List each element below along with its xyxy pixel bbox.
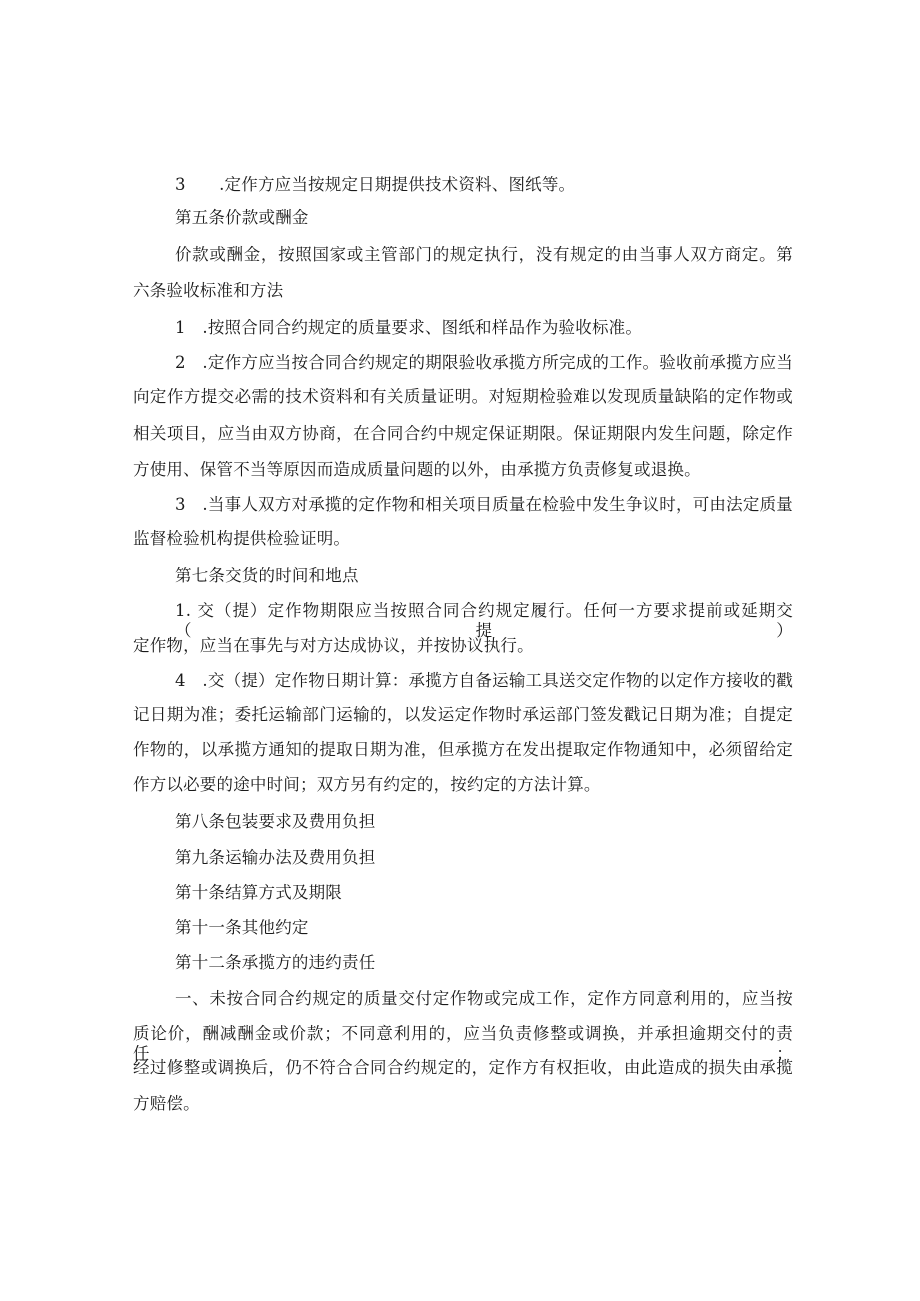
paragraph-line: 方赔偿。 <box>133 1094 200 1113</box>
article-7-heading: 第七条交货的时间和地点 <box>175 566 359 585</box>
paragraph-line: 1. 交（提）定作物期限应当按照合同合约规定履行。任何一方要求提前或延期交（提） <box>175 601 793 640</box>
paragraph-line: 监督检验机构提供检验证明。 <box>133 529 351 548</box>
paragraph-line: 4 .交（提）定作物日期计算：承揽方自备运输工具送交定作物的以定作方接收的戳 <box>175 671 793 690</box>
paragraph-line: 记日期为准；委托运输部门运输的，以发运定作物时承运部门签发戳记日期为准；自提定 <box>133 705 793 724</box>
article-6-heading: 六条验收标准和方法 <box>133 281 284 300</box>
article-8-heading: 第八条包装要求及费用负担 <box>175 812 376 831</box>
clause-item-3-drawings: 3 .定作方应当按规定日期提供技术资料、图纸等。 <box>175 175 576 194</box>
paragraph-line: 相关项目，应当由双方协商，在合同合约中规定保证期限。保证期限内发生问题，除定作 <box>133 424 793 443</box>
paragraph-line: 作物的，以承揽方通知的提取日期为准，但承揽方在发出提取定作物通知中，必须留给定 <box>133 740 793 759</box>
paragraph-line: 定作物，应当在事先与对方达成协议，并按协议执行。 <box>133 636 534 655</box>
article-12-heading: 第十二条承揽方的违约责任 <box>175 953 376 972</box>
article-5-heading: 第五条价款或酬金 <box>175 208 309 227</box>
article-10-heading: 第十条结算方式及期限 <box>175 883 342 902</box>
paragraph-line: 2 .定作方应当按合同合约规定的期限验收承揽方所完成的工作。验收前承揽方应当 <box>175 353 793 372</box>
paragraph-line: 向定作方提交必需的技术资料和有关质量证明。对短期检验难以发现质量缺陷的定作物或 <box>133 387 793 406</box>
paragraph-line: 方使用、保管不当等原因而造成质量问题的以外，由承揽方负责修复或退换。 <box>133 460 701 479</box>
paragraph-line: 价款或酬金，按照国家或主管部门的规定执行，没有规定的由当事人双方商定。第 <box>175 245 793 264</box>
paragraph-line: 一、未按合同合约规定的质量交付定作物或完成工作，定作方同意利用的，应当按 <box>175 989 793 1008</box>
paragraph-line: 作方以必要的途中时间；双方另有约定的，按约定的方法计算。 <box>133 775 601 794</box>
paragraph-line: 经过修整或调换后，仍不符合合同合约规定的，定作方有权拒收，由此造成的损失由承揽 <box>133 1058 793 1077</box>
paragraph-line: 质论价，酬减酬金或价款；不同意利用的，应当负责修整或调换，并承担逾期交付的责任； <box>133 1024 793 1063</box>
clause-item: 1 .按照合同合约规定的质量要求、图纸和样品作为验收标准。 <box>175 318 643 337</box>
article-11-heading: 第十一条其他约定 <box>175 918 309 937</box>
paragraph-line: 3 .当事人双方对承揽的定作物和相关项目质量在检验中发生争议时，可由法定质量 <box>175 495 793 514</box>
article-9-heading: 第九条运输办法及费用负担 <box>175 848 376 867</box>
